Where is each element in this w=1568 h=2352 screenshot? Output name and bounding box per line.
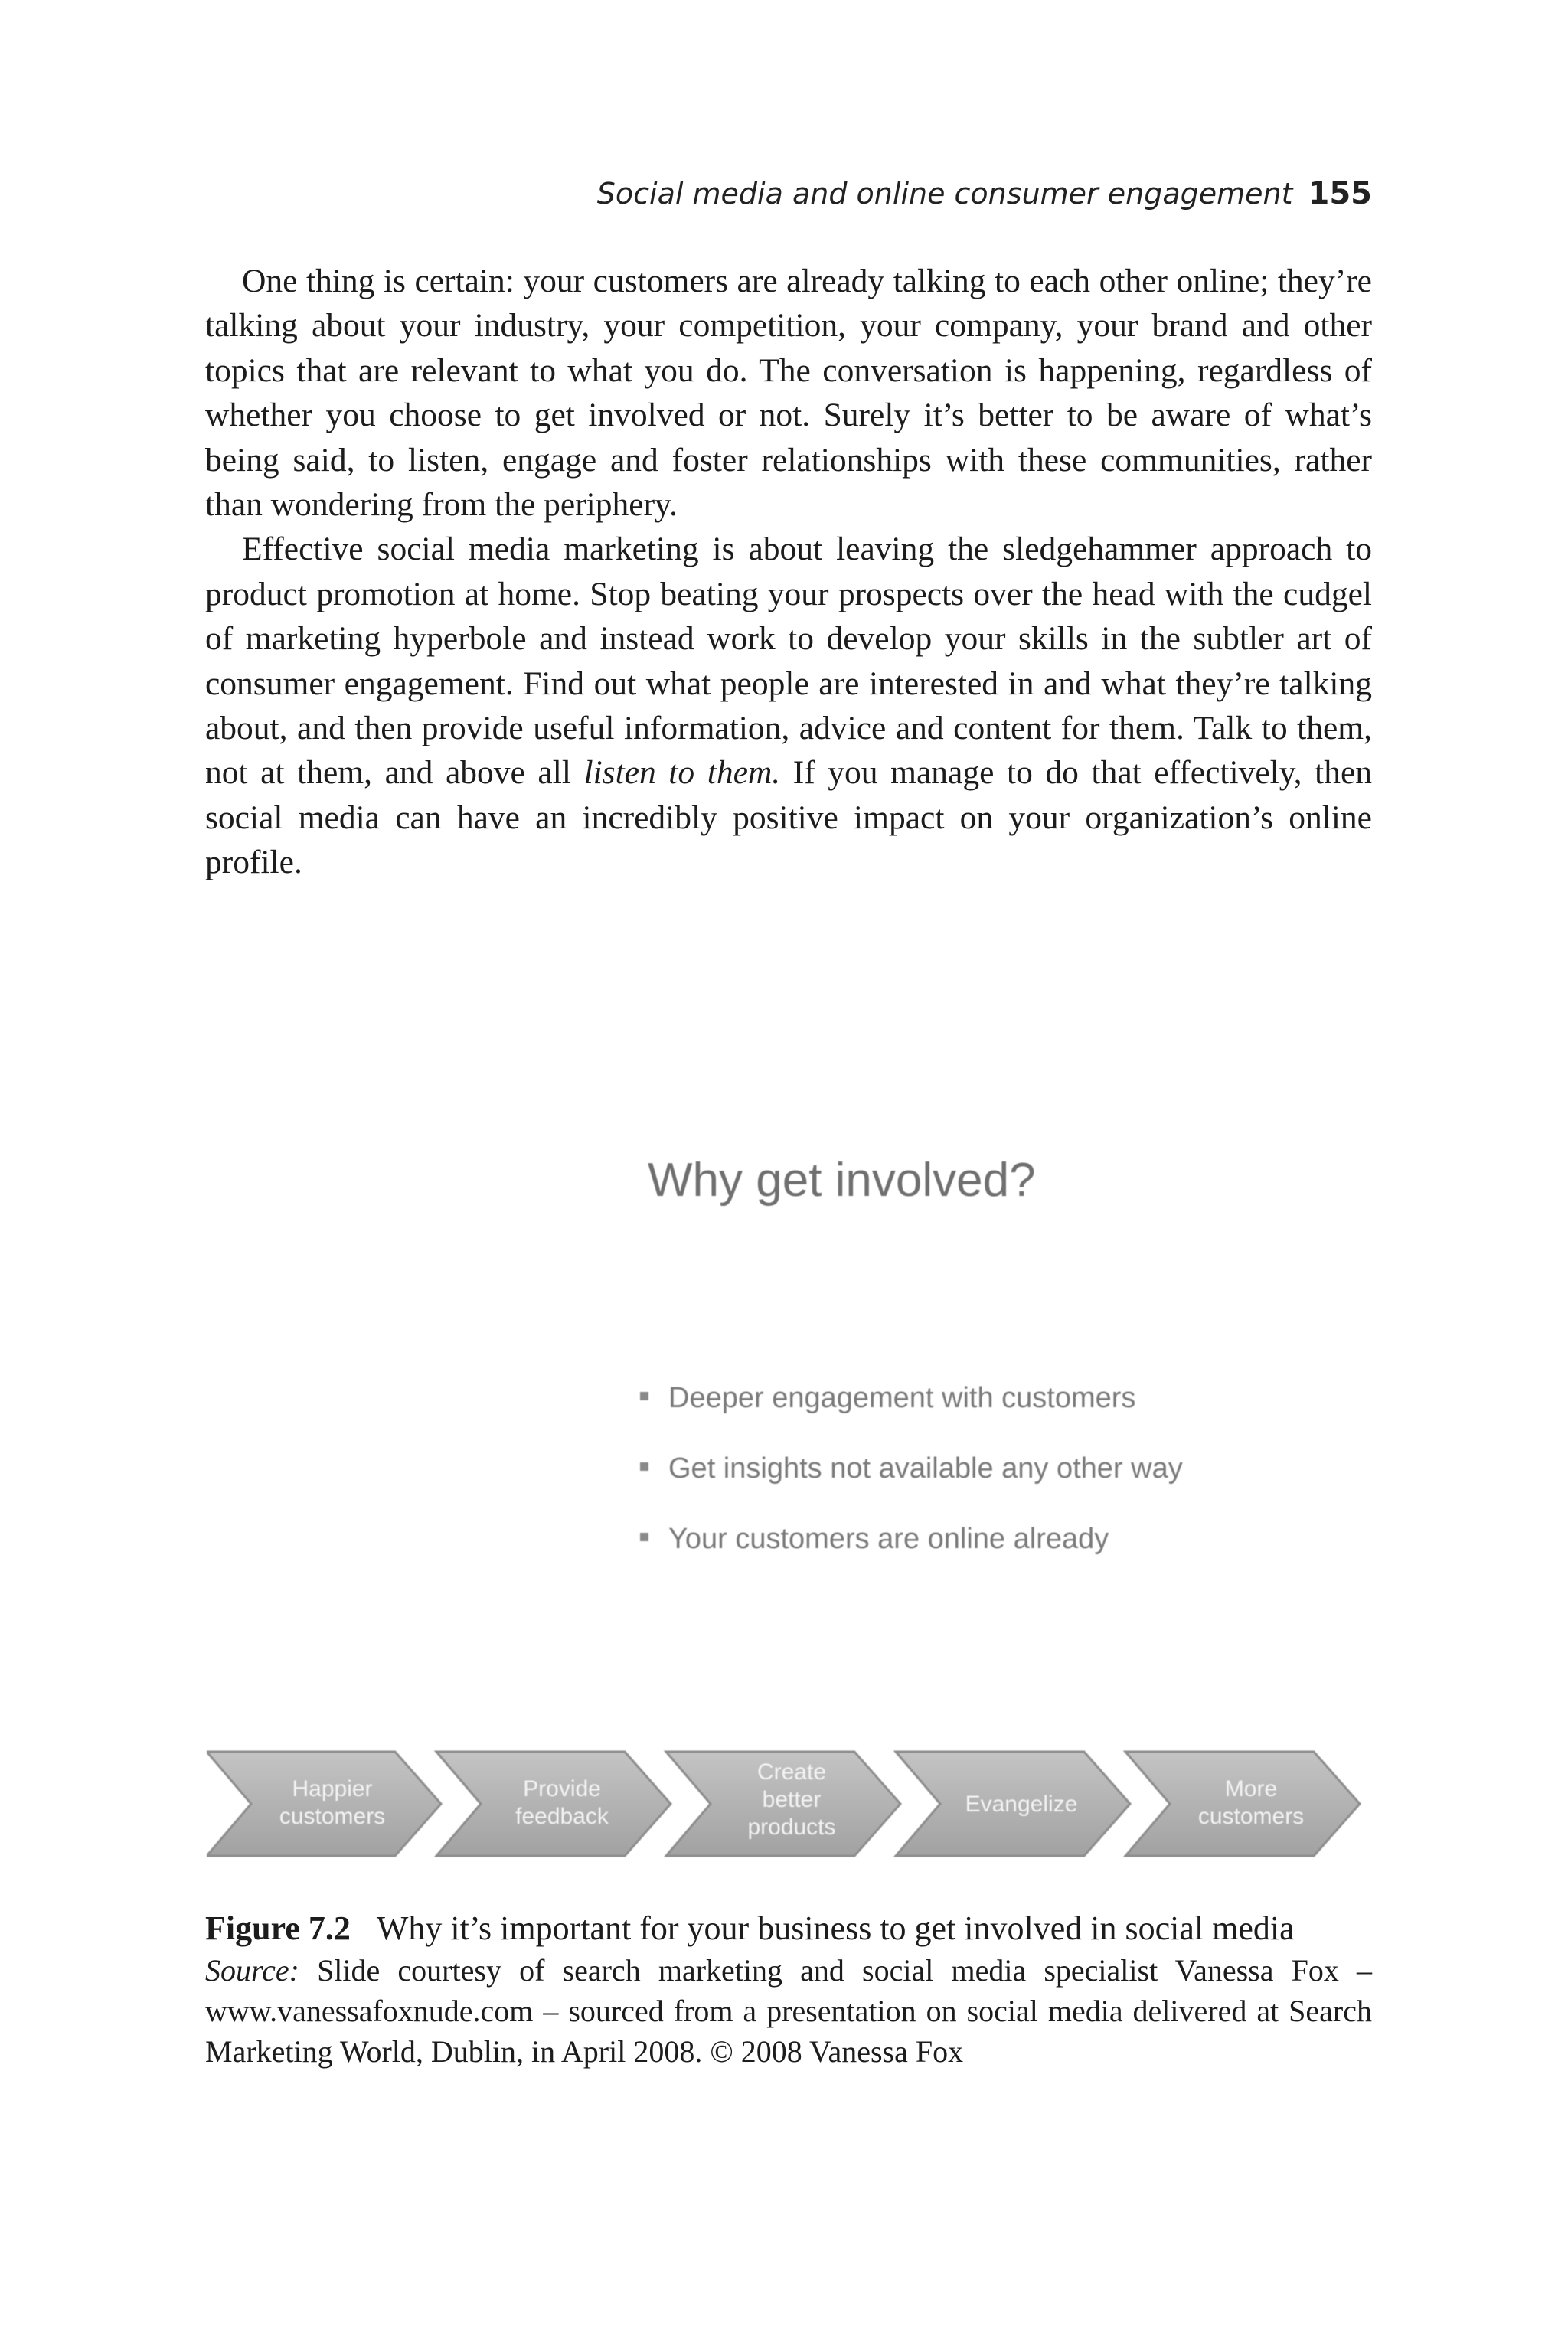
slide-bullet bbox=[640, 1378, 1183, 1449]
bullet-text: Deeper engagement with customers bbox=[668, 1382, 1136, 1414]
page-number: 155 bbox=[1308, 176, 1372, 211]
figure-slide bbox=[196, 1102, 1372, 1868]
paragraph-1: One thing is certain: your customers are already talking to each other online; they’re talking about your industry, your competition, your company, your brand and other topics that are relevant to what you do. The conversation is happening, regardless of whether you choose to get involved or not. Surely it’s better to be aware of what’s being said, to listen, engage and foster relationships with these communities, rather than wondering from the periphery. bbox=[205, 263, 1372, 524]
bullet-square-icon bbox=[640, 1392, 648, 1400]
source-text: Slide courtesy of search marketing and social media specialist Vanessa Fox – www.vanessafoxnude.com – sourced from a presentation on social media delivered at Search Marketing World, Dublin, in April 2008. © 2008 Vanessa Fox bbox=[205, 1953, 1372, 2069]
bullet-text: Your customers are online already bbox=[668, 1523, 1109, 1555]
step-label-line: customers bbox=[1197, 1804, 1305, 1829]
step-label bbox=[965, 1792, 1078, 1817]
step-label-line: products bbox=[747, 1815, 836, 1840]
step-label-line: Happier bbox=[292, 1776, 373, 1802]
figure-title: Why it’s important for your business to get involved in social media bbox=[376, 1909, 1295, 1947]
caption-source bbox=[205, 1950, 1372, 2072]
running-head bbox=[597, 176, 1372, 211]
bullet-square-icon bbox=[640, 1462, 648, 1471]
process-step bbox=[666, 1752, 900, 1856]
figure-label: Figure 7.2 bbox=[205, 1909, 351, 1947]
step-label-line: better bbox=[762, 1787, 822, 1812]
step-label-line: More bbox=[1224, 1776, 1278, 1802]
step-label-line: customers bbox=[279, 1804, 386, 1829]
step-label-line: feedback bbox=[515, 1804, 609, 1829]
paragraph-2-text-end: If you manage to do that effectively, then social media can have an incredibly positive impact on your organization’s online profile. bbox=[205, 754, 1372, 881]
process-chevron-diagram bbox=[207, 1749, 1370, 1859]
paragraph-2-text: Effective social media marketing is about leaving the sledgehammer approach to product promotion at home. Stop beating your prospects over the head with the cudgel of marketing hyperbole and instead work to develop your skills in the subtler art of consumer engagement. Find out what people are interested in and what they’re talking about, and then provide useful information, advice and content for them. Talk to them, not at them, and above all bbox=[205, 531, 1372, 792]
slide-title: Why get involved? bbox=[648, 1154, 1036, 1207]
step-label-line: Provide bbox=[523, 1776, 601, 1802]
process-step bbox=[1125, 1752, 1360, 1856]
slide-bullet bbox=[640, 1519, 1183, 1589]
paragraph-2-emphasis: listen to them. bbox=[583, 754, 781, 792]
process-step bbox=[896, 1752, 1130, 1856]
source-label: Source: bbox=[205, 1953, 299, 1988]
figure-caption bbox=[205, 1906, 1372, 2072]
step-label-line: Evangelize bbox=[965, 1792, 1078, 1817]
step-label-line: Create bbox=[756, 1759, 827, 1785]
body-text bbox=[205, 259, 1372, 885]
bullet-square-icon bbox=[640, 1533, 648, 1541]
caption-title bbox=[205, 1906, 1372, 1950]
paragraph-2 bbox=[205, 527, 1372, 884]
running-head-title: Social media and online consumer engagement bbox=[596, 177, 1293, 211]
process-step bbox=[207, 1752, 441, 1856]
process-step bbox=[436, 1752, 671, 1856]
slide-bullet-list bbox=[640, 1378, 1183, 1589]
bullet-text: Get insights not available any other way bbox=[668, 1452, 1183, 1485]
slide-bullet bbox=[640, 1449, 1183, 1519]
